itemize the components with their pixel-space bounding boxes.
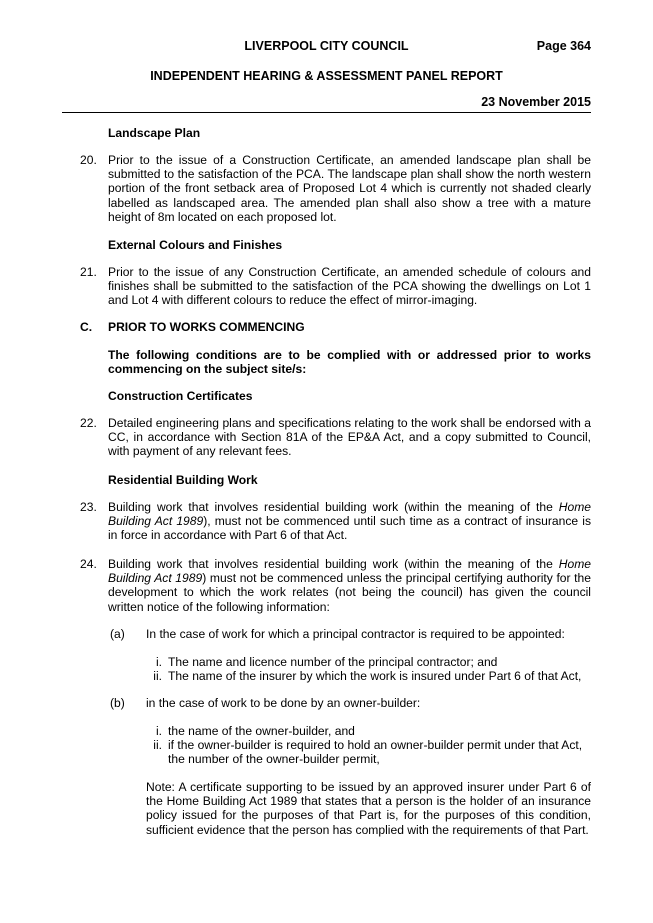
cc-heading: Construction Certificates: [108, 389, 253, 403]
sub-text-b: in the case of work to be done by an owner-builder:: [146, 696, 421, 710]
report-date: 23 November 2015: [481, 95, 591, 109]
residential-heading: Residential Building Work: [108, 473, 258, 487]
b-roman-i: i.: [155, 724, 162, 738]
section-intro: The following conditions are to be complied with or addressed prior to works commencing on the subject site/s:: [108, 348, 591, 377]
header-divider: [62, 112, 591, 113]
condition-text-21: Prior to the issue of any Construction Certificate, an amended schedule of colours and finishes shall be submitted to the satisfaction of the PCA showing the dwellings on Lot 1 and Lot 4 with different colours to reduce the effect of mirror-imaging.: [108, 265, 591, 308]
condition-text-23: [108, 500, 591, 543]
condition-text-22: Detailed engineering plans and specifications relating to the work shall be endorsed with a CC, in accordance with Section 81A of the EP&A Act, and a copy submitted to Council, with payment of any relevant fees.: [108, 416, 591, 459]
condition-text-24: [108, 557, 591, 614]
b-item-i: the name of the owner-builder, and: [168, 724, 355, 738]
condition-text-20: Prior to the issue of a Construction Certificate, an amended landscape plan shall be submitted to the satisfaction of the PCA. The landscape plan shall show the north western portion of the front setback area of Proposed Lot 4 which is currently not shaded clearly labelled as landscaped area. The amended plan shall also show a tree with a mature height of 8m located on each proposed lot.: [108, 153, 591, 224]
condition-number-23: 23.: [80, 500, 97, 514]
condition-24-act: Home Building Act 1989: [108, 557, 591, 586]
section-title: PRIOR TO WORKS COMMENCING: [108, 320, 305, 334]
colours-heading: External Colours and Finishes: [108, 238, 283, 252]
council-name: LIVERPOOL CITY COUNCIL: [244, 39, 409, 53]
report-title: INDEPENDENT HEARING & ASSESSMENT PANEL REPORT: [150, 69, 503, 83]
condition-number-21: 21.: [80, 265, 97, 279]
condition-23-post: ), must not be commenced until such time as a contract of insurance is in force in accordance with Part 6 of that Act.: [108, 514, 591, 543]
condition-number-24: 24.: [80, 557, 97, 571]
b-item-ii: if the owner-builder is required to hold an owner-builder permit under that Act, the number of the owner-builder permit,: [168, 738, 583, 767]
condition-number-20: 20.: [80, 153, 97, 167]
condition-24-pre: Building work that involves residential building work (within the meaning of the: [108, 557, 559, 571]
a-item-ii: The name of the insurer by which the work is insured under Part 6 of that Act,: [168, 669, 582, 683]
sub-letter-a: (a): [110, 627, 125, 641]
a-item-i: The name and licence number of the principal contractor; and: [168, 655, 498, 669]
condition-24-post: ) must not be commenced unless the principal certifying authority for the development to which the work relates (not being the council) has given the council written notice of the following information:: [108, 571, 591, 614]
condition-23-pre: Building work that involves residential building work (within the meaning of the: [108, 500, 559, 514]
b-roman-ii: ii.: [153, 738, 162, 752]
sub-text-a: In the case of work for which a principal contractor is required to be appointed:: [146, 627, 565, 641]
condition-23-act: Home Building Act 1989: [108, 500, 591, 529]
page-number: Page 364: [536, 39, 591, 53]
a-roman-i: i.: [155, 655, 162, 669]
a-roman-ii: ii.: [153, 669, 162, 683]
condition-number-22: 22.: [80, 416, 97, 430]
section-letter: C.: [80, 320, 93, 334]
sub-letter-b: (b): [110, 696, 125, 710]
landscape-heading: Landscape Plan: [108, 126, 201, 140]
insurance-note: Note: A certificate supporting to be issued by an approved insurer under Part 6 of the Home Building Act 1989 that states that a person is the holder of an insurance policy issued for the purposes of that Part is, for the purposes of this condition, sufficient evidence that the person has complied with the requirements of that Part.: [146, 780, 591, 837]
